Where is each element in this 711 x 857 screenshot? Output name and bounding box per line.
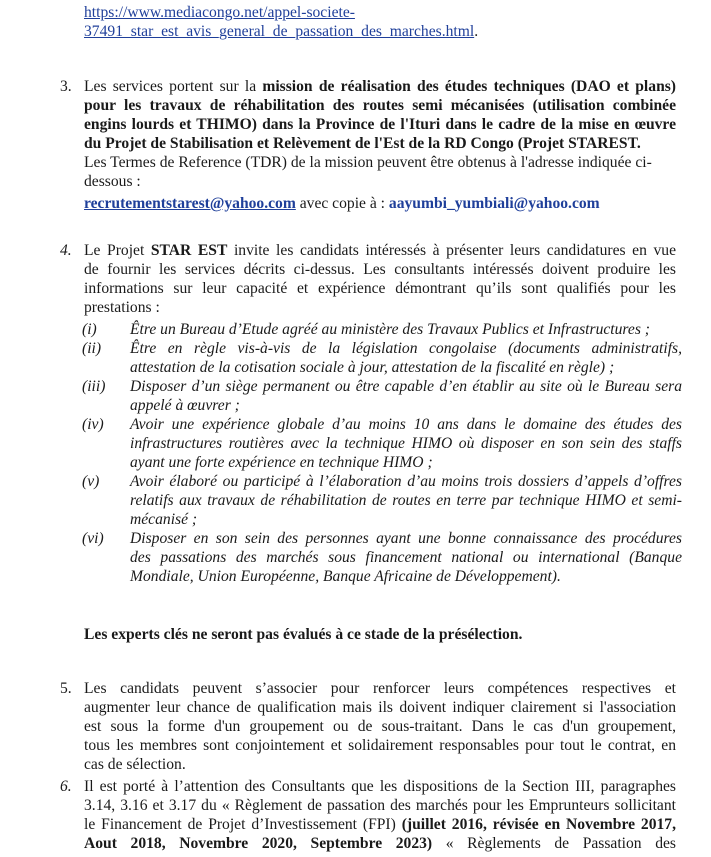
criteria-item-iv <box>130 415 682 472</box>
mediacongo-link-line2[interactable]: 37491_star_est_avis_general_de_passation_des_marches.html <box>84 23 475 40</box>
p6-dates-bold: (juillet 2016, révisée en Novembre 2017, <box>401 816 676 833</box>
copy-label: avec copie à : <box>295 195 389 212</box>
paragraph-5-number: 5. <box>60 680 72 697</box>
p4-project-name: STAR EST <box>150 242 228 259</box>
criteria-item-i-number: (i) <box>82 321 97 338</box>
criteria-item-vi-line: Mondiale, Union Européenne, Banque Africaine de Développement). <box>130 568 561 585</box>
criteria-item-i <box>130 320 682 339</box>
paragraph-6 <box>84 777 676 853</box>
criteria-item-iii-number: (iii) <box>82 378 106 395</box>
p4-intro-rest: invite les candidats intéressés à présenter leurs candidatures en vue <box>227 242 676 259</box>
p5-line: tous les membres sont conjointement et solidairement responsables pour tout le contrat, en <box>84 737 676 754</box>
criteria-item-ii-line: Être en règle vis-à-vis de la législation congolaise (documents administratifs, <box>130 340 682 357</box>
criteria-item-iv-line: ayant une forte expérience en technique HIMO ; <box>130 454 433 471</box>
criteria-item-v <box>130 472 682 529</box>
p3-intro: Les services portent sur la <box>84 78 263 95</box>
p3-line3: engins lourds et THIMO) dans la Province de l'Ituri dans le cadre de la mise en œuvre <box>84 116 676 133</box>
p6-line4-end: « Règlements de Passation des <box>432 835 676 852</box>
p6-line2: 3.14, 3.16 et 3.17 du « Règlement de passation des marchés pour les Emprunteurs sollicitant <box>84 797 676 814</box>
p4-intro: Le Projet <box>84 242 151 259</box>
p4-line2: de fournir les services décrits ci-dessus. Les consultants intéressés doivent produire les <box>84 261 676 278</box>
criteria-item-vi-line: des passations des marchés sous financement national ou international (Banque <box>130 549 682 566</box>
criteria-item-iv-line: Avoir une expérience globale d’au moins 10 ans dans le domaine des études des <box>130 416 682 433</box>
contact-emails <box>84 194 600 213</box>
criteria-item-v-line: relatifs aux travaux de réhabilitation de routes en terre par technique HIMO et semi- <box>130 492 682 509</box>
p5-line: est sous la forme d'un groupement ou de sous-traitant. Dans le cas d'un groupement, <box>84 718 676 735</box>
p3-line4: du Projet de Stabilisation et Relèvement de l'Est de la RD Congo (Projet STAREST. <box>84 135 641 152</box>
p4-line3: informations sur leur capacité et expérience démontrant qu’ils sont qualifiés pour les <box>84 280 676 297</box>
paragraph-3 <box>84 77 676 191</box>
criteria-item-iii-line: Disposer d’un siège permanent ou être capable d’en établir au site où le Bureau sera <box>130 378 682 395</box>
p6-line1: Il est porté à l’attention des Consultants que les dispositions de la Section III, paragraphes <box>84 778 676 795</box>
criteria-item-i-line: Être un Bureau d’Etude agréé au ministère des Travaux Publics et Infrastructures ; <box>130 321 650 338</box>
p5-line: cas de sélection. <box>84 756 186 773</box>
criteria-item-vi-number: (vi) <box>82 530 104 547</box>
p4-line4: prestations : <box>84 299 160 316</box>
top-link-block <box>84 3 684 41</box>
p5-line: augmenter leur chance de qualification mais ils doivent indiquer clairement si l'association <box>84 699 676 716</box>
paragraph-4-number: 4. <box>60 242 72 259</box>
p3-mission-title: mission de réalisation des études techniques (DAO et plans) <box>262 78 676 95</box>
mediacongo-link-line1[interactable]: https://www.mediacongo.net/appel-societe- <box>84 4 355 21</box>
criteria-item-vi <box>130 529 682 586</box>
paragraph-5 <box>84 679 676 774</box>
criteria-item-ii-number: (ii) <box>82 340 102 357</box>
paragraph-4 <box>84 241 676 317</box>
p6-line3-start: le Financement de Projet d’Investissement (FPI) <box>84 816 402 833</box>
criteria-item-iv-number: (iv) <box>82 416 104 433</box>
criteria-item-v-number: (v) <box>82 473 100 490</box>
p5-line: Les candidats peuvent s’associer pour renforcer leurs compétences respectives et <box>84 680 676 697</box>
criteria-item-ii <box>130 339 682 377</box>
paragraph-6-number: 6. <box>60 778 72 795</box>
p3-line6: dessous : <box>84 173 141 190</box>
experts-note: Les experts clés ne seront pas évalués à ce stade de la présélection. <box>84 626 523 643</box>
email-recrutement-link[interactable]: recrutementstarest@yahoo.com <box>84 195 296 212</box>
paragraph-3-number: 3. <box>60 78 72 95</box>
criteria-item-vi-line: Disposer en son sein des personnes ayant une bonne connaissance des procédures <box>130 530 682 547</box>
p6-dates-bold-2: Aout 2018, Novembre 2020, Septembre 2023) <box>84 835 433 852</box>
criteria-item-iii <box>130 377 682 415</box>
criteria-item-iv-line: infrastructures routières avec la technique HIMO où disposer en son sein des staffs <box>130 435 682 452</box>
p3-line2: pour les travaux de réhabilitation des routes semi mécanisées (utilisation combinée <box>84 97 676 114</box>
criteria-item-ii-line: attestation de la cotisation sociale à jour, attestation de la fiscalité en règle) ; <box>130 359 615 376</box>
email-copy-link[interactable]: aayumbi_yumbiali@yahoo.com <box>388 195 600 212</box>
criteria-item-iii-line: appelé à œuvrer ; <box>130 397 240 414</box>
criteria-item-v-line: mécanisé ; <box>130 511 198 528</box>
criteria-item-v-line: Avoir élaboré ou participé à l’élaboration d’au moins trois dossiers d’appels d’offres <box>130 473 682 490</box>
link-suffix: . <box>474 23 479 40</box>
p3-line5: Les Termes de Reference (TDR) de la mission peuvent être obtenus à l'adresse indiquée ci- <box>84 154 652 171</box>
